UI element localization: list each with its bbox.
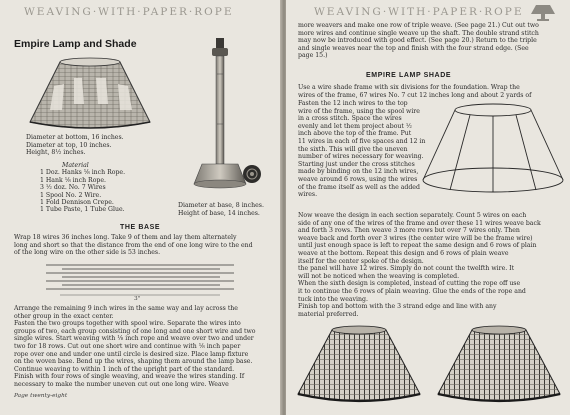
text-line: and single weaves near the top and finish with the four strand edge. (See xyxy=(298,44,529,52)
text-line: weave at the bottom. Repeat this design and 6 rows of plain weave xyxy=(298,249,509,257)
shade-intro xyxy=(298,84,560,99)
text-line: single wires. Start weaving with ⅛ inch rope and weave over two and under xyxy=(14,335,254,343)
base-body-text xyxy=(14,305,276,389)
text-line: the sixth. This will give the uneven xyxy=(298,145,408,153)
text-line: When the sixth design is completed, instead of cutting the rope off use xyxy=(298,280,521,288)
material-item: 1 Tube Paste, 1 Tube Glue. xyxy=(40,206,125,214)
dimension-line: Height, 8½ inches. xyxy=(26,149,86,157)
text-line: necessary to make the number uneven cut out one long wire. Weave xyxy=(14,380,229,388)
right-page xyxy=(286,0,570,415)
text-line: Use a wire shade frame with six divisions for the foundation. Wrap the xyxy=(298,84,520,91)
wire-layout-diagram xyxy=(40,259,240,301)
text-line: Arrange the remaining 9 inch wires in the same way and lay across the xyxy=(14,305,238,312)
text-line: two for 18 rows. Cut out one short wire and continue with ⅛ inch paper xyxy=(14,342,241,350)
text-line: weave back and forth over 3 wires (the center wire will be the frame wire) xyxy=(298,234,533,242)
text-line: on the woven base. Bend up the wires, shaping them around the lamp base. xyxy=(14,358,253,366)
text-line: in a cross stitch. Space the wires xyxy=(298,115,402,123)
finished-shade-illustration-left xyxy=(292,322,426,412)
wire-frame-illustration xyxy=(418,100,568,200)
lamp-ornament-icon xyxy=(528,2,558,22)
material-item: 1 Spool No. 2 Wire. xyxy=(40,191,102,199)
text-line: tuck into the weaving. xyxy=(298,295,368,303)
shade-heading: EMPIRE LAMP SHADE xyxy=(366,72,452,79)
text-line: the panel will have 12 wires. Simply do not count the twelfth wire. It xyxy=(298,265,515,273)
materials-list xyxy=(40,162,125,214)
text-line: of the frame itself as well as the added xyxy=(298,183,420,191)
text-line: itself for the center spoke of the design. xyxy=(298,257,424,265)
material-item: 1 Hank ⅛ inch Rope. xyxy=(40,176,107,184)
material-item: 3 ½ doz. No. 7 Wires xyxy=(40,184,106,192)
text-line: and forth 3 rows. Then weave 3 more rows but over 7 wires only. Then xyxy=(298,227,520,235)
text-line: side of any one of the wires of the frame and over these 11 wires weave back xyxy=(298,219,541,227)
text-line: long and short so that the distance from the end of one long wire to the end xyxy=(14,241,253,249)
base-heading: THE BASE xyxy=(120,224,161,231)
diagram-label: 3" xyxy=(134,296,141,302)
text-line: Finish with four rows of single weaving, and weave the wires standing. If xyxy=(14,373,245,381)
text-line: evenly and let them project about ½ xyxy=(298,122,412,130)
dimension-line: Height of base, 14 inches. xyxy=(178,209,260,217)
text-line: will not be noticed when the weaving is completed. xyxy=(298,272,460,280)
text-line: Now weave the design in each section separately. Count 5 wires on each xyxy=(298,212,527,219)
text-line: material preferred. xyxy=(298,310,359,318)
shade-column-text xyxy=(298,100,428,199)
page-folio: Page twenty-eight xyxy=(14,393,68,399)
finished-shade-illustration-right xyxy=(432,322,566,412)
dimension-line: Diameter at base, 8 inches. xyxy=(178,202,264,209)
text-line: made by binding on the 12 inch wires, xyxy=(298,168,419,176)
dimension-line: Diameter at bottom, 16 inches. xyxy=(26,134,124,141)
base-dimensions xyxy=(178,202,278,217)
text-line: weave around 6 rows, using the wires xyxy=(298,175,418,183)
empire-shade-illustration xyxy=(26,56,154,132)
page-title: Empire Lamp and Shade xyxy=(14,38,137,50)
left-page xyxy=(0,0,282,415)
text-line: until just enough space is left to repeat the same design and 6 rows of plain xyxy=(298,242,537,250)
text-line: wires of the frame, 67 wires No. 7 cut 12 inches long and about 2 yards of xyxy=(298,91,532,99)
base-instructions xyxy=(14,234,276,257)
intro-text xyxy=(298,22,560,60)
text-line: more wires and continue single weave up the shaft. The double strand stitch xyxy=(298,29,539,37)
text-line: Fasten the 12 inch wires to the top xyxy=(298,100,408,107)
shade-dimensions xyxy=(26,134,136,157)
text-line: rope over one and under one until circle is desired size. Place lamp fixture xyxy=(14,350,249,358)
material-item: 1 Fold Dennison Crepe. xyxy=(40,199,114,207)
text-line: may now be introduced with good effect. (See page 20.) Return to the triple xyxy=(298,37,537,45)
text-line: inch above the top of the frame. Put xyxy=(298,130,412,138)
text-line: Finish top and bottom with the 3 strand edge and line with any xyxy=(298,303,497,311)
text-line: Starting just under the cross stitches xyxy=(298,160,415,168)
dimension-line: Diameter at top, 10 inches. xyxy=(26,141,112,149)
text-line: other group in the exact center. xyxy=(14,312,114,320)
text-line: groups of two, each group consisting of one long and one short wire and two xyxy=(14,327,256,335)
text-line: it to continue the 6 rows of plain weaving. Glue the ends of the rope and xyxy=(298,287,526,295)
text-line: wire of the frame, using the spool wire xyxy=(298,107,420,115)
material-item: 1 Doz. Hanks ⅛ inch Rope. xyxy=(40,169,126,177)
text-line: Fasten the two groups together with spool wire. Separate the wires into xyxy=(14,320,241,328)
running-head-right: WEAVING·WITH·PAPER·ROPE xyxy=(314,6,524,18)
text-line: wires. xyxy=(298,191,318,199)
text-line: 11 wires in each of five spaces and 12 in xyxy=(298,137,426,145)
design-instructions xyxy=(298,212,560,318)
lamp-base-illustration xyxy=(186,34,270,204)
text-line: page 15.) xyxy=(298,52,328,60)
text-line: number of wires necessary for weaving. xyxy=(298,153,424,161)
text-line: of the long wire on the other side is 53 inches. xyxy=(14,249,161,257)
running-head-left: WEAVING·WITH·PAPER·ROPE xyxy=(24,6,234,18)
materials-heading: Material xyxy=(62,162,89,169)
text-line: Wrap 18 wires 36 inches long. Take 9 of them and lay them alternately xyxy=(14,234,237,241)
text-line: Continue weaving to within 1 inch of the upright part of the standard. xyxy=(14,365,235,373)
text-line: more weavers and make one row of triple weave. (See page 21.) Cut out two xyxy=(298,22,539,29)
